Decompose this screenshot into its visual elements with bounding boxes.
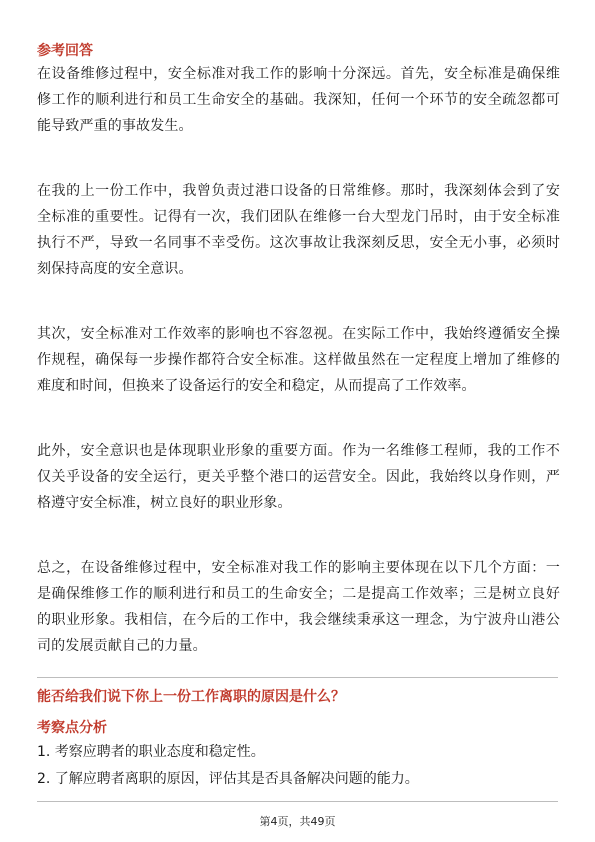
question-heading: 能否给我们说下你上一份工作离职的原因是什么？ (37, 689, 345, 705)
paragraph-2: 在我的上一份工作中，我曾负责过港口设备的日常维修。那时，我深刻体会到了安全标准的重要性。记得有一次，我们团队在维修一台大型龙门吊时，由于安全标准执行不严，导致一名同事不幸受伤。这次事故让我深刻反思，安全无小事，必须时刻保持高度的安全意识。 (37, 183, 560, 277)
section-divider-top (37, 677, 558, 678)
analysis-item-1: 1. 考察应聘者的职业态度和稳定性。 (37, 744, 265, 760)
analysis-heading: 考察点分析 (37, 720, 107, 736)
paragraph-3: 其次，安全标准对工作效率的影响也不容忽视。在实际工作中，我始终遵循安全操作规程，确保每一步操作都符合安全标准。这样做虽然在一定程度上增加了维修的难度和时间，但换来了设备运行的安全和稳定，从而提高了工作效率。 (37, 326, 560, 394)
page-number: 第4页，共49页 (259, 815, 336, 828)
analysis-item-2: 2. 了解应聘者离职的原因，评估其是否具备解决问题的能力。 (37, 771, 419, 787)
paragraph-4: 此外，安全意识也是体现职业形象的重要方面。作为一名维修工程师，我的工作不仅关乎设备的安全运行，更关乎整个港口的运营安全。因此，我始终以身作则，严格遵守安全标准，树立良好的职业形象。 (37, 443, 560, 511)
paragraph-1: 在设备维修过程中，安全标准对我工作的影响十分深远。首先，安全标准是确保维修工作的顺利进行和员工生命安全的基础。我深知，任何一个环节的安全疏忽都可能导致严重的事故发生。 (37, 66, 560, 134)
footer-divider (37, 801, 558, 802)
answer-heading: 参考回答 (37, 43, 93, 59)
paragraph-5: 总之，在设备维修过程中，安全标准对我工作的影响主要体现在以下几个方面：一是确保维修工作的顺利进行和员工的生命安全；二是提高工作效率；三是树立良好的职业形象。我相信，在今后的工作中，我会继续秉承这一理念，为宁波舟山港公司的发展贡献自己的力量。 (37, 560, 560, 654)
